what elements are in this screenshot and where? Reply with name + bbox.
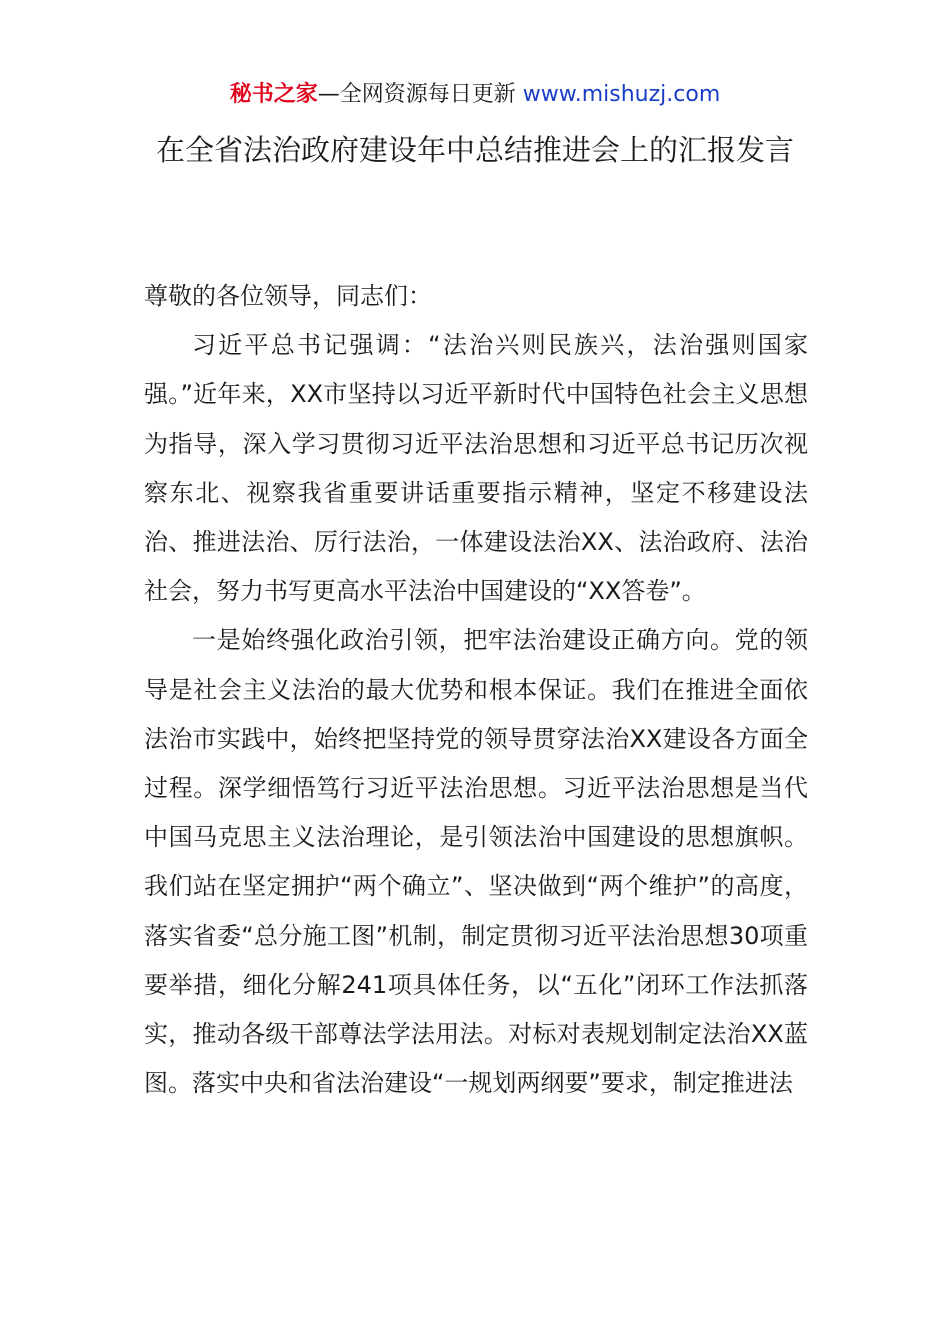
site-header [0, 80, 950, 110]
body-paragraph-2: 一是始终强化政治引领，把牢法治建设正确方向。党的领导是社会主义法治的最大优势和根本保证。我们在推进全面依法治市实践中，始终把坚持党的领导贯穿法治XX建设各方面全过程。深学细悟笃行习近平法治思想。习近平法治思想是当代中国马克思主义法治理论，是引领法治中国建设的思想旗帜。我们站在坚定拥护“两个确立”、坚决做到“两个维护”的高度，落实省委“总分施工图”机制，制定贯彻习近平法治思想30项重要举措，细化分解241项具体任务，以“五化”闭环工作法抓落实，推动各级干部尊法学法用法。对标对表规划制定法治XX蓝图。落实中央和省法治建设“一规划两纲要”要求，制定推进法 [144, 626, 808, 1098]
site-brand: 秘书之家 [229, 82, 318, 107]
body-paragraph-1: 习近平总书记强调：“法治兴则民族兴，法治强则国家强。”近年来，XX市坚持以习近平新时代中国特色社会主义思想为指导，深入学习贯彻习近平法治思想和习近平总书记历次视察东北、视察我省重要讲话重要指示精神，坚定不移建设法治、推进法治、厉行法治，一体建设法治XX、法治政府、法治社会，努力书写更高水平法治中国建设的“XX答卷”。 [144, 331, 808, 606]
document-title: 在全省法治政府建设年中总结推进会上的汇报发言 [155, 133, 794, 167]
salutation: 尊敬的各位领导，同志们： [144, 282, 432, 310]
site-url-link[interactable]: www.mishuzj.com [522, 82, 721, 107]
document-body [144, 272, 808, 1108]
site-tagline: —全网资源每日更新 [317, 82, 516, 107]
